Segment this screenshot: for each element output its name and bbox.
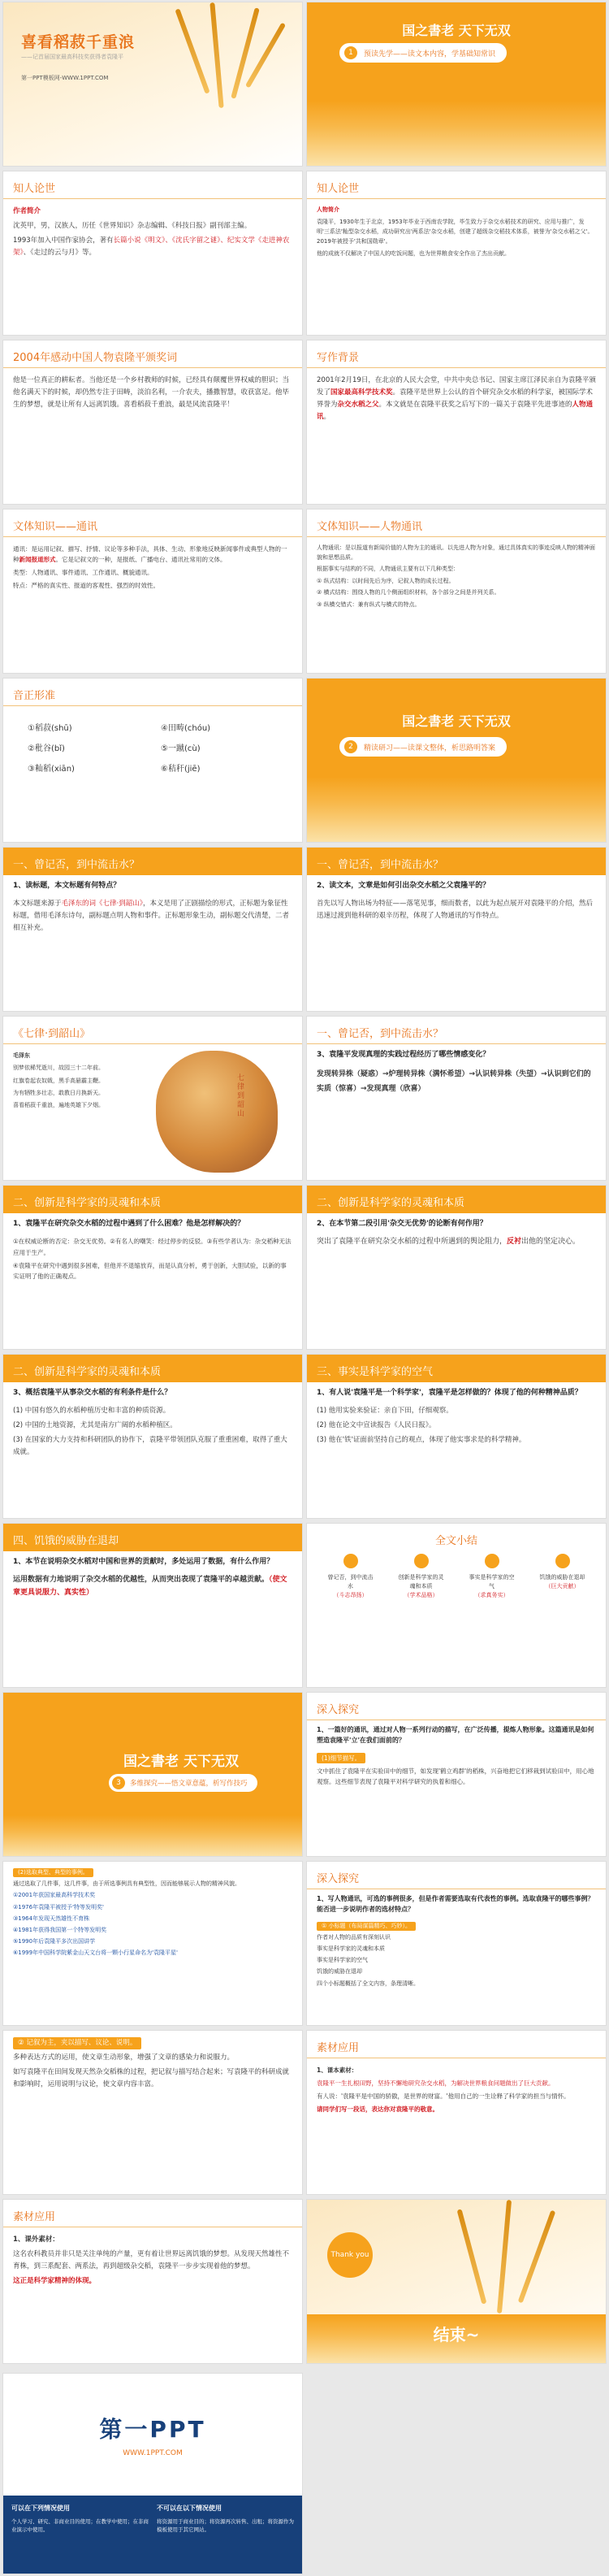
section-pill[interactable] [339,737,507,757]
slide-material-1[interactable] [306,2030,607,2195]
section-title: 国之書老 天下无双 [402,23,511,38]
paragraph: ① 纵式结构：以时间先后为序，记叙人物的成长过程。 [317,577,455,584]
slide-header: 文体知识——人物通讯 [307,510,606,537]
paragraph: 他的成就不仅解决了中国人的吃饭问题，也为世界粮食安全作出了杰出贡献。 [317,249,510,257]
paragraph: 通讯：是运用记叙、描写、抒情、议论等多种手法，具体、生动、形象地反映新闻事件或典型人物的一种新闻报道形式。它是记叙文的一种，是报纸、广播电台、通讯社常用的文体。 [13,545,287,564]
slide-header: 一、曾记否，到中流击水？ [307,848,606,875]
slide-innovate-3[interactable] [2,1354,303,1519]
slide-explore-2[interactable] [2,1861,303,2026]
list-item: ①2001年获国家最高科学技术奖 [13,1892,96,1899]
slide-header: 知人论世 [3,171,302,199]
paragraph: 根据事实与结构的不同，人物通讯主要有以下几种类型： [317,566,459,573]
slide-explore-1[interactable] [306,1692,607,1857]
section-pill-label: 精读研习——读课文整体，析思路明答案 [364,744,496,752]
pinyin-item: ⑤一蹴(cù) [161,744,201,753]
section-title: 国之書老 天下无双 [402,713,511,729]
list-item: 饥饿的威胁在退却 [317,1968,362,1975]
paragraph: ② 横式结构：围绕人物的几个侧面组织材料，各个部分之间是并列关系。 [317,589,500,596]
paragraph: 这正是科学家精神的体现。 [13,2276,97,2285]
slide-fact[interactable] [306,1354,607,1519]
question: 2、读文本，文章是如何引出杂交水稻之父袁隆平的？ [317,882,490,890]
paragraph: 四个小标题概括了全文内容，条理清晰。 [317,1980,419,1987]
slide-header: 素材应用 [3,2200,302,2227]
slide-explore-3[interactable] [306,1861,607,2026]
list-item: ⑤1990年后袁隆平多次出国讲学 [13,1938,96,1945]
subtitle: ——记首届国家最高科技奖获得者袁隆平 [21,54,123,60]
slide-author[interactable] [2,171,303,336]
label: 1、课本素材： [317,2066,358,2074]
paragraph: 本文标题来源于毛泽东的词《七律·到韶山》，本义是用了正剧描绘的形式，正标题为象征性标题，借用毛泽东诗句，副标题点明人物和事件。正标题形象生动，副标题交代清楚，二者相互补充。 [13,900,290,933]
slide-q2[interactable] [306,847,607,1012]
label: 人物简介 [317,206,339,213]
section-pill-label: 预读先学——读文本内容，学基础知常识 [364,50,496,59]
slide-header: 音正形准 [3,679,302,706]
slide-header: 《七律·到韶山》 [3,1017,302,1044]
slide-header: 二、创新是科学家的灵魂和本质 [3,1186,302,1213]
question: 1、写人物通讯，可选的事例很多，但是作者需要选取有代表性的事例。选取袁隆平的哪些事例？能否进一步说明作者的选材特点？ [317,1895,594,1913]
slide-header: 文体知识——通讯 [3,510,302,537]
paragraph: 1993年加入中国作家协会，著有长篇小说《明文》、《沈氏字留之谜》、纪实文学《走进神农架》、《走过的云与月》等。 [13,236,290,257]
section-pill[interactable] [109,1774,257,1792]
stone-inscription: 七律到韶山 [235,1073,244,1118]
wheat-icon [457,2209,487,2304]
paragraph: 这名农科教员并非只是关注单纯的产量，更有着让世界远离饥饿的梦想。从发现天然雄性不育株，到三系配套、两系法，再到超级杂交稻，袁隆平一步步实现着他的梦想。 [13,2249,290,2270]
slide-summary[interactable] [306,1523,607,1688]
slide-hunger[interactable] [2,1523,303,1688]
paragraph: 特点：严格的真实性、报道的客观性、强烈的时效性。 [13,582,159,590]
poem-line: 红旗卷起农奴戟，黑手高悬霸主鞭。 [13,1077,104,1084]
slide-header: 四、饥饿的威胁在退却 [3,1524,302,1551]
section-number: 2 [344,740,357,753]
slide-end[interactable] [306,2199,607,2364]
summary-col: 创新是科学家的灵魂和本质 （学术品格） [396,1554,447,1601]
poem-line: 喜看稻菽千重浪，遍地英雄下夕烟。 [13,1102,104,1108]
list-item: ③1964年发现天然雄性不育株 [13,1915,90,1922]
web-link[interactable]: 第一PPT模板网-WWW.1PPT.COM [21,75,109,81]
section-pill-label: 多维探究——悟文章意蕴，析写作技巧 [130,1780,248,1788]
list-item: (3) 在国家的大力支持和科研团队的协作下，袁隆平带领团队克服了重重困难，取得了重大成就。 [13,1436,287,1457]
pinyin-item: ②秕谷(bǐ) [28,744,65,753]
paragraph: ③ 纵横交错式：兼有纵式与横式的特点。 [317,601,421,608]
question: 2、在本节第二段引用'杂交无优势'的论断有何作用？ [317,1220,487,1228]
slide-person[interactable] [306,171,607,336]
list-item: (2) 他在论文中宣读报告《人民日报》。 [317,1421,436,1430]
poem-line: 为有牺牲多壮志，敢教日月换新天。 [13,1089,104,1096]
question: 1、本节在说明杂交水稻对中国和世界的贡献时，多处运用了数据，有什么作用？ [13,1558,274,1566]
slide-explore-4[interactable] [2,2030,303,2195]
slide-background[interactable] [306,340,607,505]
paragraph: 多种表达方式的运用，使文章生动形象，增强了文章的感染力和说服力。 [13,2053,235,2062]
label: 作者简介 [13,207,41,215]
question: 1、有人说'袁隆平是一个科学家'，袁隆平是怎样做的？体现了他的何种精神品质？ [317,1389,582,1397]
tag: ② 记叙为主，夹以描写、议论、说明。 [13,2037,141,2049]
slide-title[interactable] [2,2,303,167]
section-number: 3 [112,1776,125,1789]
pinyin-item: ①稻菽(shū) [28,724,72,733]
paragraph: 发现转异株（疑惑）→炉理转异株（满怀希望）→认识转异株（失望）→认识到它们的实质（惊喜）→发现真理（欣喜） [317,1070,591,1094]
paragraph: 通过选取了几件事，这几件事，由于所选事例具有典型性，因而能够展示人物的精神风貌。 [13,1880,240,1888]
paragraph: 2001年2月19日，在北京的人民大会堂，中共中央总书记、国家主席江泽民亲自为袁隆平颁发了国家最高科学技术奖。袁隆平是世界上公认的首个研究杂交水稻的科学家，被国际学术界誉为杂交水稻之父。本文就是在袁隆平获奖之后写下的一篇关于袁隆平先进事迹的人物通讯。 [317,376,596,421]
section-pill[interactable] [339,43,507,63]
poem-author: 毛泽东 [13,1052,30,1059]
circle-icon [555,1554,570,1568]
footer-ad[interactable] [2,2373,303,2574]
slide-header: 二、创新是科学家的灵魂和本质 [307,1186,606,1213]
paragraph: 有人说：'袁隆平是中国的骄傲，是世界的财富。'他用自己的一生诠释了科学家的担当与情怀。 [317,2092,570,2101]
slide-header: 深入探究 [307,1862,606,1889]
paragraph: 人物通讯：是以报道有新闻价值的人物为主的通讯。以先进人物为对象，通过具体真实的事迹反映人物的精神面貌和思想品质。 [317,544,595,561]
paragraph: 如写袁隆平在田间发现天然杂交稻株的过程，把记叙与描写结合起来；写袁隆平的科研成就和影响时，运用说明与议论，使文章内容丰富。 [13,2067,290,2088]
circle-icon [414,1554,429,1568]
tag: (1)细节描写。 [317,1753,365,1763]
question: 1、读标题，本文标题有何特点？ [13,882,121,890]
paragraph: 袁隆平，1930年生于北京，1953年毕业于西南农学院，毕生致力于杂交水稻技术的研究、应用与推广，发明'三系法'籼型杂交水稻，成功研究出'两系法'杂交水稻，创建了超级杂交稻技术体系，被誉为'杂交水稻之父'。2019年被授予'共和国勋章'。 [317,218,594,245]
slide-genre[interactable] [2,509,303,674]
slide-header: 三、事实是科学家的空气 [307,1355,606,1382]
section-number: 1 [344,46,357,59]
summary-col: 曾记否，到中流击水 （斗志昂扬） [326,1554,376,1601]
pinyin-item: ③籼稻(xiān) [28,765,75,774]
list-item: (1) 他用实验来验证：亲自下田，仔细观察。 [317,1407,453,1416]
thanks-badge: Thank you [327,2232,373,2278]
slide-section-1[interactable] [306,2,607,167]
list-item: 事实是科学家的灵魂和本质 [317,1945,385,1952]
summary-title: 全文小结 [434,1535,477,1547]
logo: 第一PPT [99,2416,206,2443]
summary-col: 饥饿的威胁在退却 （巨大贡献） [538,1554,588,1601]
paragraph: 类型：人物通讯、事件通讯、工作通讯、概貌通讯。 [13,569,153,577]
slide-award[interactable] [2,340,303,505]
summary-col: 事实是科学家的空气 （求真务实） [467,1554,517,1601]
poem-line: 别梦依稀咒逝川，故园三十二年前。 [13,1065,104,1072]
slide-header: 知人论世 [307,171,606,199]
usage-allowed: 可以在下列情况使用 个人学习、研究、非商业目的使用；在教学中使用；在非商业演示中使用。 [11,2504,149,2534]
paragraph: ①在权威论断的否定：杂交无优势。②有名人的嘲笑：经过停步的反驳。③有些学者认为：杂交稻种无法应用于生产。 [13,1238,292,1256]
wheat-icon [175,8,209,93]
slide-header: 写作背景 [307,340,606,368]
end-text: 结束~ [433,2325,480,2344]
slide-section-2[interactable] [306,678,607,843]
tag: (2)选取典型、典型的事例。 [13,1868,93,1877]
slide-q3[interactable] [306,1016,607,1181]
list-item: 作者对人物的品质有深刻认识 [317,1933,391,1941]
paragraph: 文中抓住了袁隆平在实验田中的细节，如发现'鹤立鸡群'的稻株，兴奋地把它们移栽到试验田中，用心地观察。这些细节表现了袁隆平对科学研究的执着和细心。 [317,1767,594,1785]
circle-icon [485,1554,499,1568]
pinyin-item: ④田畴(chóu) [161,724,211,733]
paragraph: 袁隆平一生扎根田野，坚持不懈地研究杂交水稻，为解决世界粮食问题做出了巨大贡献。 [317,2079,555,2088]
tag: ① 小标题（布局谋篇精巧、巧妙）。 [317,1922,416,1931]
paragraph: 他是一位真正的耕耘者。当他还是一个乡村教师的时候，已经具有颠覆世界权威的胆识；当他名满天下的时候，却仍然专注于田畴，淡泊名利，一介农夫，播撒智慧，收获富足。他毕生的梦想，就是让所有人远离饥饿。喜看稻菽千重浪，最是风流袁隆平！ [13,376,290,409]
label: 1、课外素材： [13,2236,59,2244]
site-link[interactable]: WWW.1PPT.COM [123,2449,183,2457]
circle-icon [343,1554,358,1568]
usage-forbidden: 不可以在以下情况使用 将资源用于商业目的；将资源再次转售、出租；将资源作为模板使用于其它网站。 [157,2504,294,2534]
slide-header: 一、曾记否，到中流击水？ [3,848,302,875]
wheat-icon [518,2210,556,2304]
slide-pinyin[interactable] [2,678,303,843]
paragraph: ④袁隆平在研究中遇到很多困难，但他并不退缩放弃，而是认真分析，勇于创新，大胆试验，以新的事实证明了他的正确观点。 [13,1261,287,1280]
section-title: 国之書老 天下无双 [123,1754,239,1770]
wheat-band [3,1815,302,1856]
list-item: 事实是科学家的空气 [317,1957,368,1964]
list-item: ⑥1999年中国科学院紫金山天文台将一颗小行星命名为'袁隆平星' [13,1949,178,1957]
paragraph: 首先以写人物出场为特征——落笔见事，细而数者，以此为起点展开对袁隆平的介绍，然后迅速过渡到他科研的艰辛历程，体现了人物通讯的写作特点。 [317,900,594,921]
wheat-icon [497,2200,512,2314]
list-item: (3) 他在'铁'证面前坚持自己的观点，体现了他实事求是的科学精神。 [317,1436,526,1445]
paragraph: 请同学们写一段话，表达你对袁隆平的敬意。 [317,2105,438,2114]
question: 3、袁隆平发现真理的实践过程经历了哪些情感变化？ [317,1051,490,1059]
wheat-band [307,101,606,166]
slide-header: 一、曾记否，到中流击水？ [307,1017,606,1044]
question: 1、袁隆平在研究杂交水稻的过程中遇到了什么困难？他是怎样解决的？ [13,1220,245,1228]
slide-material-2[interactable] [2,2199,303,2364]
pinyin-item: ⑥秸秆(jiē) [161,765,201,774]
slide-header: 二、创新是科学家的灵魂和本质 [3,1355,302,1382]
wheat-band [307,777,606,842]
slide-poem[interactable] [2,1016,303,1181]
list-item: ②1976年袁隆平被授予'特等发明奖' [13,1903,104,1910]
list-item: (2) 中国的土地资源，尤其是南方广阔的水稻种植区。 [13,1421,177,1430]
question: 3、概括袁隆平从事杂交水稻的有利条件是什么？ [13,1389,172,1397]
paragraph: 运用数据有力地说明了杂交水稻的优越性，从而突出表现了袁隆平的卓越贡献。（使文章更具说服力、真实性） [13,1576,287,1598]
paragraph: 突出了袁隆平在研究杂交水稻的过程中所遇到的舆论阻力，反衬出他的坚定决心。 [317,1238,581,1247]
slide-genre-person[interactable] [306,509,607,674]
slide-section-3[interactable] [2,1692,303,1857]
page-title: 喜看稻菽千重浪 [21,33,136,51]
slide-header: 2004年感动中国人物袁隆平颁奖词 [3,340,302,368]
paragraph: 沈英甲，男，汉族人，历任《世界知识》杂志编辑、《科技日报》副刊部主编。 [13,221,252,230]
slide-header: 深入探究 [307,1693,606,1720]
slide-header: 素材应用 [307,2031,606,2058]
slide-innovate-2[interactable] [306,1185,607,1350]
slide-innovate-1[interactable] [2,1185,303,1350]
list-item: ④1981年获得我国第一个特等发明奖 [13,1926,107,1933]
question: 1、一篇好的通讯，通过对人物一系列行动的描写，在广泛传播，提炼人物形象。这篇通讯是如何塑造袁隆平'立'在我们面前的？ [317,1726,594,1744]
slide-q1[interactable] [2,847,303,1012]
wheat-icon [209,2,223,108]
list-item: (1) 中国有悠久的水稻种植历史和丰富的种质资源。 [13,1407,171,1416]
